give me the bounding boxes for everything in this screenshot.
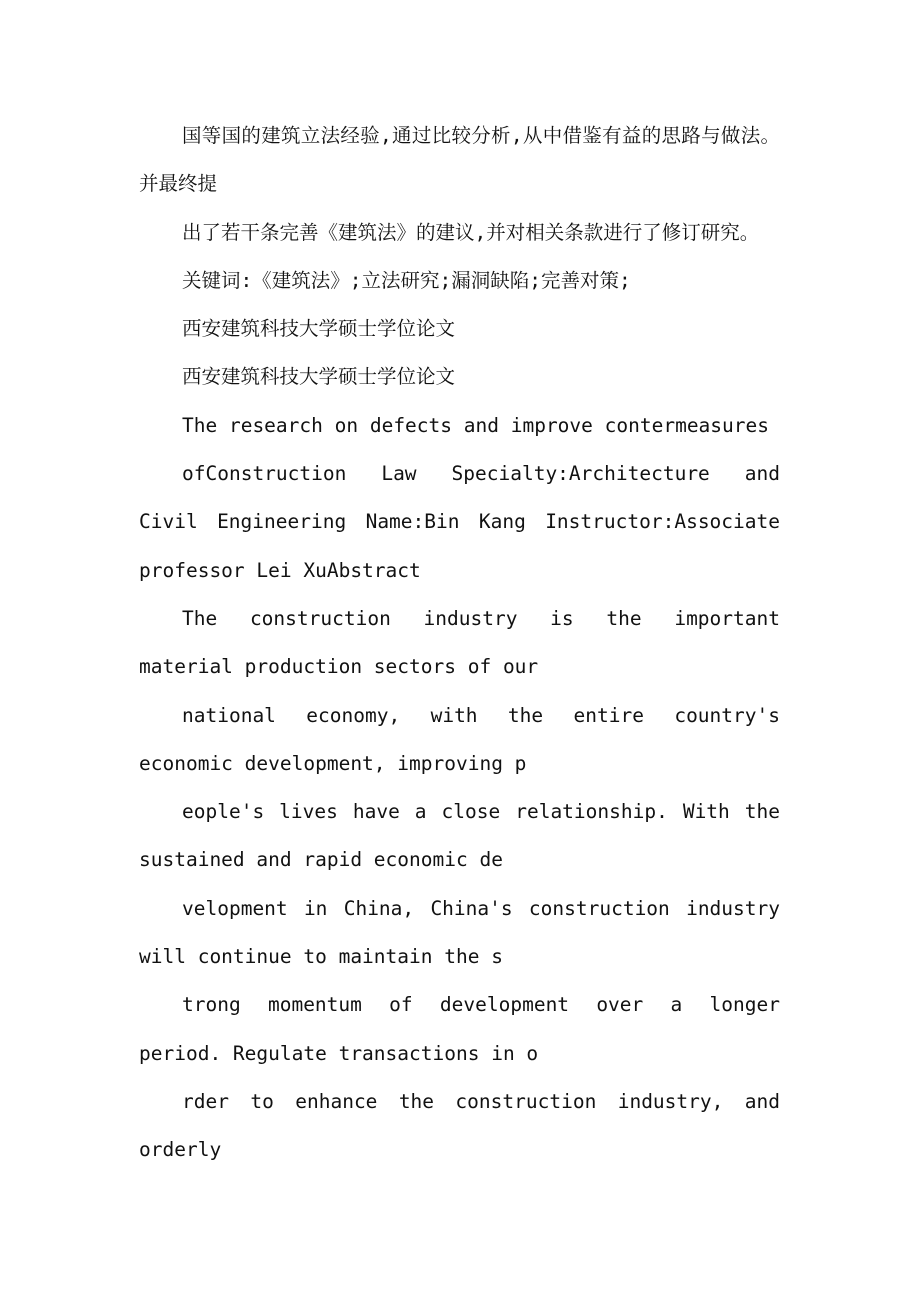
abstract-paragraph-5: trong momentum of development over a longer period. Regulate transactions in o [139, 993, 780, 1065]
paragraph-intro-end: 出了若干条完善《建筑法》的建议,并对相关条款进行了修订研究。 [182, 220, 760, 244]
keywords-line: 关键词:《建筑法》;立法研究;漏洞缺陷;完善对策; [182, 268, 631, 292]
university-header-repeat: 西安建筑科技大学硕士学位论文 [182, 365, 456, 389]
abstract-paragraph-6: rder to enhance the construction industry, and orderly [139, 1089, 780, 1162]
document-body [139, 112, 780, 1175]
author-info: ofConstruction Law Specialty:Architecture and Civil Engineering Name:Bin Kang Instructor:Associate professor Lei XuAbstract [139, 462, 780, 582]
abstract-paragraph-4: velopment in China, China's construction industry will continue to maintain the s [139, 896, 780, 969]
abstract-paragraph-1: The construction industry is the important material production sectors of our [139, 606, 780, 679]
university-header: 西安建筑科技大学硕士学位论文 [182, 317, 456, 341]
abstract-paragraph-2: national economy, with the entire country's economic development, improving p [139, 703, 780, 775]
abstract-paragraph-3: eople's lives have a close relationship. With the sustained and rapid economic de [139, 800, 780, 872]
paragraph-intro-cont: 国等国的建筑立法经验,通过比较分析,从中借鉴有益的思路与做法。并最终提 [139, 124, 780, 196]
english-title: The research on defects and improve contermeasures [182, 413, 769, 437]
